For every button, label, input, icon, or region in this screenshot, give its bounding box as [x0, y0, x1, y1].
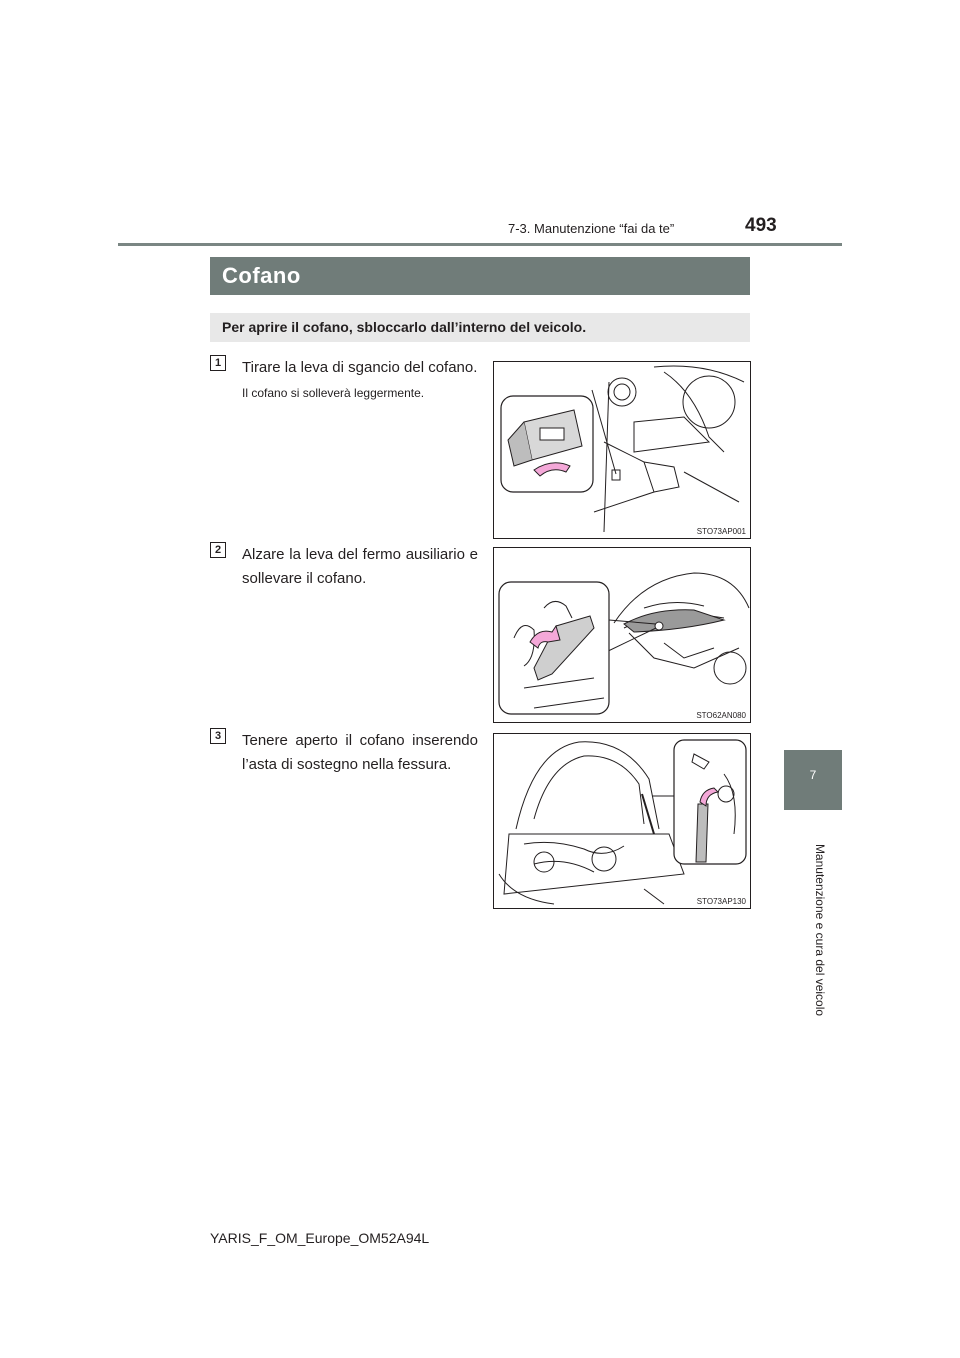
step-3-number: 3 — [210, 728, 226, 744]
auxiliary-catch-illustration — [494, 548, 750, 722]
step-2-number: 2 — [210, 542, 226, 558]
intro-box — [210, 313, 750, 342]
running-head: 7-3. Manutenzione “fai da te” — [508, 221, 675, 236]
step-2-text: Alzare la leva del fermo ausiliario e sollevare il cofano. — [242, 546, 478, 587]
support-rod-illustration — [494, 734, 750, 908]
hood-release-illustration — [494, 362, 750, 538]
chapter-title-vertical: Manutenzione e cura del veicolo — [813, 843, 827, 1017]
step-1-number: 1 — [210, 355, 226, 371]
chapter-tab — [784, 750, 842, 810]
figure-code: STO73AP130 — [696, 897, 746, 906]
step-1-note: Il cofano si solleverà leggermente. — [242, 386, 425, 400]
figure-hood-support-rod — [493, 733, 751, 909]
footer-doc-code: YARIS_F_OM_Europe_OM52A94L — [210, 1230, 430, 1246]
step-1-text: Tirare la leva di sgancio del cofano. — [242, 359, 478, 376]
figure-hood-release-lever — [493, 361, 751, 539]
figure-code: STO73AP001 — [696, 527, 746, 536]
figure-auxiliary-catch-lever — [493, 547, 751, 723]
figure-code: STO62AN080 — [696, 711, 746, 720]
step-3-text: Tenere aperto il cofano inserendo l’asta di sostegno nella fessura. — [242, 732, 478, 773]
page-number: 493 — [745, 215, 777, 236]
header-rule — [118, 243, 842, 246]
section-title: Cofano — [222, 263, 301, 288]
chapter-number: 7 — [809, 768, 817, 782]
section-title-bar — [210, 257, 750, 295]
intro-text: Per aprire il cofano, sbloccarlo dall’interno del veicolo. — [222, 319, 587, 335]
